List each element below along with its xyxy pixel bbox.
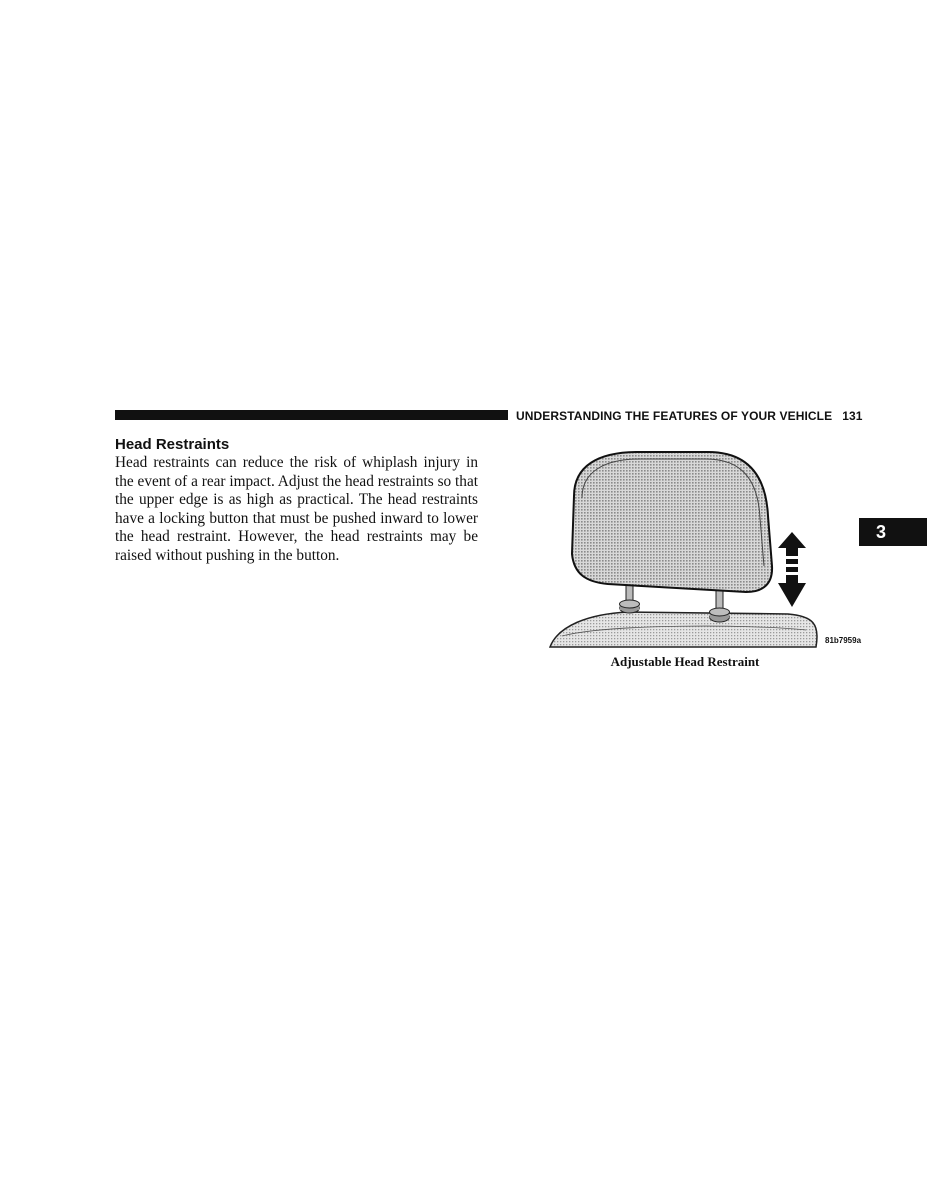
figure-caption: Adjustable Head Restraint [610, 654, 760, 669]
figure-id: 81b7959a [825, 636, 862, 645]
head-restraint-illustration [548, 446, 868, 648]
page-number: 131 [842, 409, 863, 423]
chapter-number: 3 [876, 522, 887, 542]
header-rule [115, 410, 508, 420]
body-paragraph: Head restraints can reduce the risk of whiplash injury in the event of a rear impact. Adjust the head restraints so that the upper edge is as high as practical. The head restraints have a locking button that must be pushed inward to lower the head restraint. However, the head restraints may be raised without pushing in the button. [115, 454, 478, 564]
running-header [516, 409, 863, 423]
section-title: UNDERSTANDING THE FEATURES OF YOUR VEHICLE [516, 409, 833, 423]
section-heading: Head Restraints [115, 436, 230, 453]
chapter-tab [859, 518, 927, 546]
